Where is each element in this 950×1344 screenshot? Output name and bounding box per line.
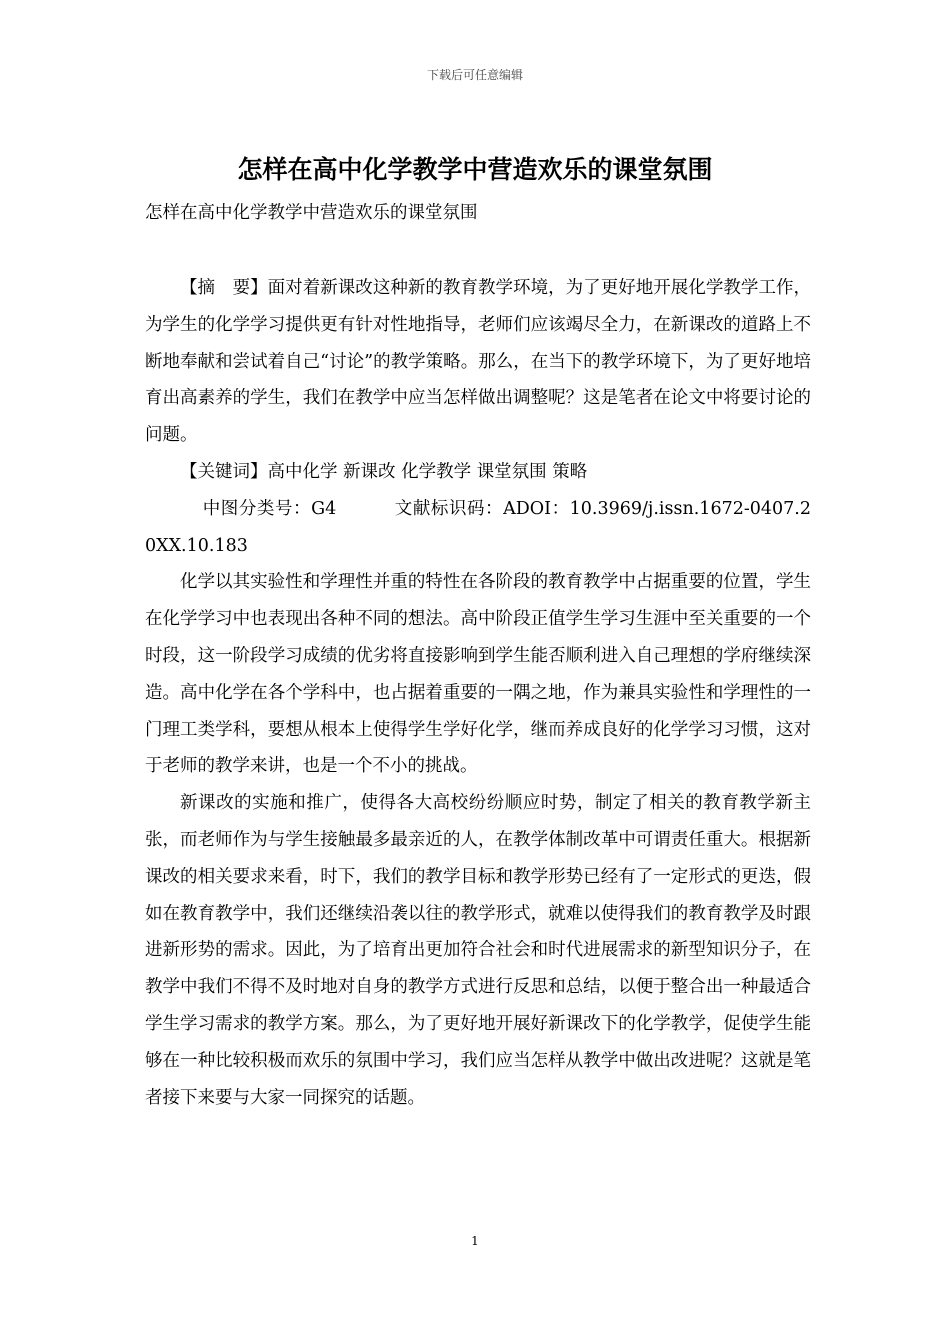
header-note: 下载后可任意编辑 xyxy=(426,68,523,82)
page-number: 1 xyxy=(471,1234,479,1248)
clc-number: 中图分类号：G4 xyxy=(202,498,337,519)
classification-paragraph xyxy=(145,491,811,565)
keywords-paragraph xyxy=(145,454,811,491)
document-body xyxy=(145,270,811,1116)
abstract-text: 面对着新课改这种新的教育教学环境，为了更好地开展化学教学工作，为学生的化学学习提供更有针对性地指导，老师们应该竭尽全力，在新课改的道路上不断地奉献和尝试着自己“讨论”的教学策略。那么，在当下的教学环境下，为了更好地培育出高素养的学生，我们在教学中应当怎样做出调整呢？这是笔者在论文中将要讨论的问题。 xyxy=(145,278,812,446)
abstract-label: 【摘 要】 xyxy=(180,278,268,298)
document-subtitle: 怎样在高中化学教学中营造欢乐的课堂氛围 xyxy=(145,203,478,223)
abstract-paragraph xyxy=(145,270,811,454)
keywords-label: 【关键词】 xyxy=(180,461,268,482)
document-title: 怎样在高中化学教学中营造欢乐的课堂氛围 xyxy=(237,155,713,184)
keywords-text: 高中化学 新课改 化学教学 课堂氛围 策略 xyxy=(267,461,588,482)
body-paragraph-1: 化学以其实验性和学理性并重的特性在各阶段的教育教学中占据重要的位置，学生在化学学习中也表现出各种不同的想法。高中阶段正值学生学习生涯中至关重要的一个时段，这一阶段学习成绩的优劣将直接影响到学生能否顺利进入自己理想的学府继续深造。高中化学在各个学科中，也占据着重要的一隅之地，作为兼具实验性和学理性的一门理工类学科，要想从根本上使得学生学好化学，继而养成良好的化学学习习惯，这对于老师的教学来讲，也是一个不小的挑战。 xyxy=(145,572,811,777)
body-paragraph-2: 新课改的实施和推广，使得各大高校纷纷顺应时势，制定了相关的教育教学新主张，而老师作为与学生接触最多最亲近的人，在教学体制改革中可谓责任重大。根据新课改的相关要求来看，时下，我们的教学目标和教学形势已经有了一定形式的更迭，假如在教育教学中，我们还继续沿袭以往的教学形式，就难以使得我们的教育教学及时跟进新形势的需求。因此，为了培育出更加符合社会和时代进展需求的新型知识分子，在教学中我们不得不及时地对自身的教学方式进行反思和总结，以便于整合出一种最适合学生学习需求的教学方案。那么，为了更好地开展好新课改下的化学教学，促使学生能够在一种比较积极而欢乐的氛围中学习，我们应当怎样从教学中做出改进呢？这就是笔者接下来要与大家一同探究的话题。 xyxy=(145,793,811,1108)
document-identifier: 文献标识码：ADOI：10.3969/j.issn.1672-0407.20XX.10.183 xyxy=(145,498,811,556)
